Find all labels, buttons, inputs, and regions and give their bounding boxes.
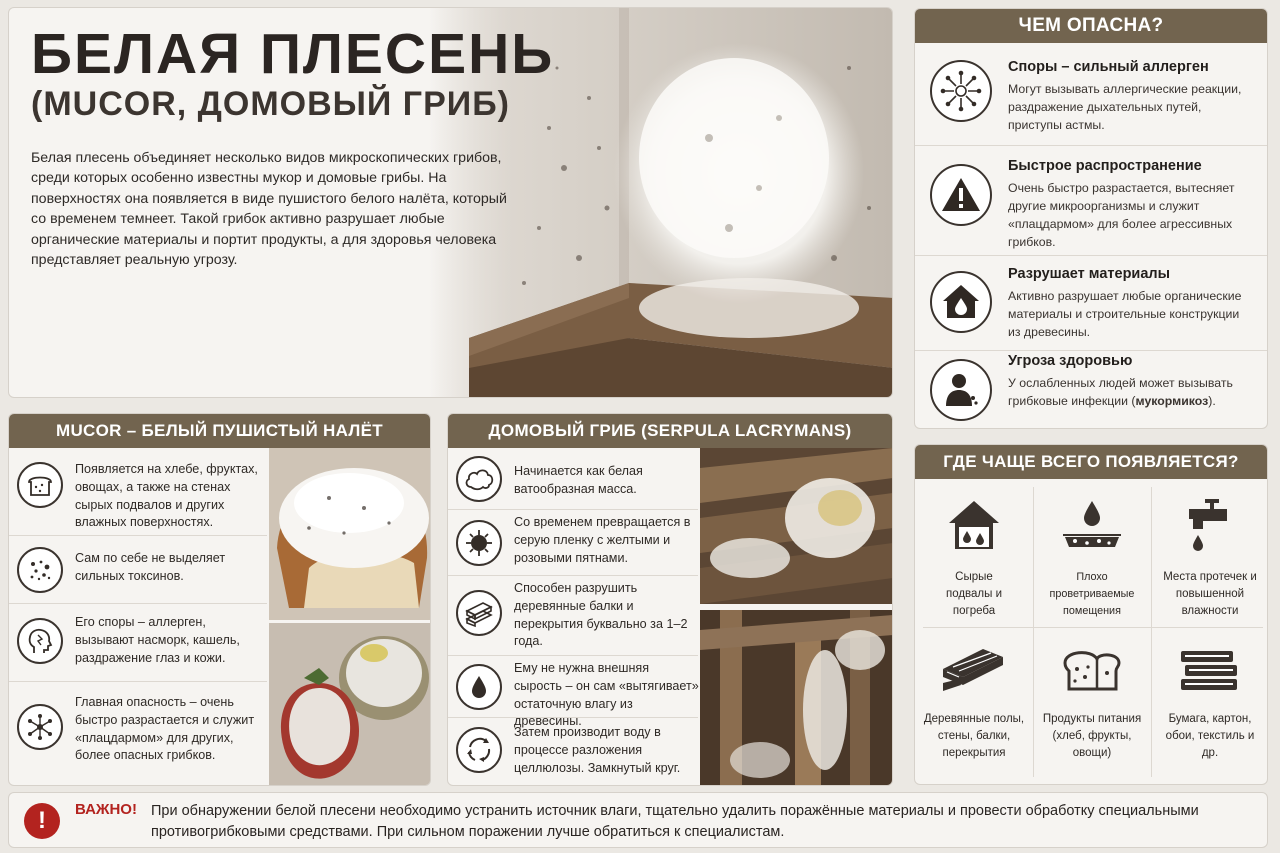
- intro-text: Белая плесень объединяет несколько видов микроскопических грибов, среди которых особенно известны мукор и домовые грибы. На поверхностях она появляется в виде пушистого белого налёта, который со временем темнеет. Такой грибок активно разрушает любые органические материалы и портит продукты, а для здоровья человека представляет реальную угрозу.: [31, 150, 507, 269]
- danger-item-text: Очень быстро разрастается, вытесняет другие микроорганизмы и служит «плацдармом» для более агрессивных грибков.: [1008, 181, 1235, 249]
- cloud-icon: [456, 456, 502, 502]
- danger-item: [915, 351, 1267, 429]
- serpula-item: [448, 656, 699, 729]
- damp-floor-icon: [1061, 497, 1123, 560]
- mucor-item-text: Сам по себе не выделяет сильных токсинов.: [75, 551, 226, 583]
- warning-bar: [8, 792, 1268, 848]
- danger-item-title: Разрушает материалы: [1008, 266, 1171, 282]
- danger-item: [915, 43, 1267, 146]
- danger-item-title: Угроза здоровью: [1008, 353, 1133, 369]
- bread-loaf-icon: [1061, 645, 1123, 698]
- danger-item-title: Быстрое распространение: [1008, 158, 1202, 174]
- danger-item-text-plain: У ослабленных людей может вызывать грибковые инфекции (: [1008, 376, 1233, 408]
- serpula-item: [448, 448, 698, 510]
- drop-icon: [456, 664, 502, 710]
- where-cell-label: Места протечек и повышенной влажности: [1163, 571, 1257, 617]
- mucor-item: [9, 682, 267, 786]
- mucor-item-text: Появляется на хлебе, фруктах, овощах, а также на стенах сырых подвалов и других влажных поверхностях.: [75, 462, 258, 530]
- danger-item-text-bold: мукормикоз: [1135, 394, 1209, 408]
- danger-panel: [914, 8, 1268, 429]
- where-cell-label: Сырые подвалы и погреба: [945, 571, 1003, 617]
- where-cell: [915, 479, 1033, 632]
- planks-icon: [939, 643, 1007, 700]
- beams-icon: [456, 590, 502, 636]
- where-cell-label: Деревянные полы, стены, балки, перекрытия: [923, 713, 1025, 759]
- serpula-item-text: Способен разрушить деревянные балки и перекрытия буквально за 1–2 года.: [514, 581, 688, 649]
- serpula-item-text: Начинается как белая ватообразная масса.: [514, 464, 643, 496]
- wood-beam-mold-photo: [700, 448, 893, 604]
- mucor-panel: [8, 413, 431, 786]
- serpula-item: [448, 718, 698, 784]
- danger-header: ЧЕМ ОПАСНА?: [915, 9, 1267, 43]
- where-cell-label: Бумага, картон, обои, текстиль и др.: [1165, 713, 1255, 759]
- basement-icon: [945, 497, 1003, 560]
- head-icon: [17, 618, 63, 664]
- cycle-icon: [456, 727, 502, 773]
- bread-icon: [17, 462, 63, 508]
- where-cell: [1151, 479, 1268, 632]
- person-icon: [930, 359, 992, 421]
- warning-label: ВАЖНО!: [75, 801, 137, 818]
- serpula-item: [448, 510, 698, 576]
- serpula-item-text: Ему не нужна внешняя сырость – он сам «вытягивает» остаточную влагу из древесины.: [514, 661, 699, 729]
- danger-item-text: Активно разрушает любые органические материалы и строительные конструкции из древесины.: [1008, 289, 1242, 339]
- where-cell: [915, 629, 1033, 782]
- serpula-item-text: Затем производит воду в процессе разложения целлюлозы. Замкнутый круг.: [514, 725, 681, 775]
- danger-item-title: Споры – сильный аллерген: [1008, 59, 1209, 75]
- mucor-item: [9, 536, 267, 604]
- serpula-panel: [447, 413, 893, 786]
- fruit-mold-photo: [269, 623, 431, 786]
- particles-icon: [17, 547, 63, 593]
- mucor-item: [9, 604, 267, 682]
- exclamation-icon: !: [24, 803, 60, 839]
- hero-panel: [8, 7, 893, 398]
- faucet-icon: [1183, 495, 1239, 560]
- where-panel: [914, 444, 1268, 785]
- where-cell-label: Продукты питания (хлеб, фрукты, овощи): [1042, 713, 1142, 759]
- where-header: ГДЕ ЧАЩЕ ВСЕГО ПОЯВЛЯЕТСЯ?: [915, 445, 1267, 479]
- where-cell-label: Плохо проветриваемые помещения: [1049, 571, 1135, 617]
- danger-item-text: Могут вызывать аллергические реакции, раздражение дыхательных путей, приступы астмы.: [1008, 82, 1242, 132]
- danger-item-text-end: ).: [1208, 394, 1216, 408]
- bread-mold-photo: [269, 448, 431, 620]
- mucor-item-text: Главная опасность – очень быстро разрастается и служит «плацдармом» для других, более опасных грибков.: [75, 695, 255, 763]
- page-title: БЕЛАЯ ПЛЕСЕНЬ: [31, 22, 555, 86]
- serpula-header: ДОМОВЫЙ ГРИБ (SERPULA LACRYMANS): [448, 414, 892, 448]
- mucor-item: [9, 448, 267, 536]
- danger-item-text: [1008, 374, 1253, 410]
- warning-text: При обнаружении белой плесени необходимо устранить источник влаги, тщательно удалить поражённые материалы и провести обработку специальными противогрибковыми средствами. При сильном поражении лучше обратиться к специалистам.: [151, 803, 1199, 840]
- where-cell: [1151, 629, 1268, 782]
- danger-item: [915, 256, 1267, 351]
- virus-icon: [456, 520, 502, 566]
- network-icon: [17, 704, 63, 750]
- serpula-item: [448, 576, 698, 656]
- mucor-item-text: Его споры – аллерген, вызывают насморк, кашель, раздражение глаз и кожи.: [75, 615, 240, 665]
- where-cell: [1033, 629, 1151, 782]
- danger-item: [915, 146, 1267, 256]
- warning-icon: [930, 164, 992, 226]
- mucor-header: MUCOR – БЕЛЫЙ ПУШИСТЫЙ НАЛЁТ: [9, 414, 430, 448]
- page-subtitle: (MUCOR, ДОМОВЫЙ ГРИБ): [31, 85, 510, 123]
- basement-mold-photo: [700, 610, 893, 786]
- spores-icon: [930, 60, 992, 122]
- serpula-item-text: Со временем превращается в серую пленку с желтыми и розовыми пятнами.: [514, 515, 691, 565]
- books-icon: [1177, 645, 1241, 698]
- house-drop-icon: [930, 271, 992, 333]
- where-cell: [1033, 479, 1151, 632]
